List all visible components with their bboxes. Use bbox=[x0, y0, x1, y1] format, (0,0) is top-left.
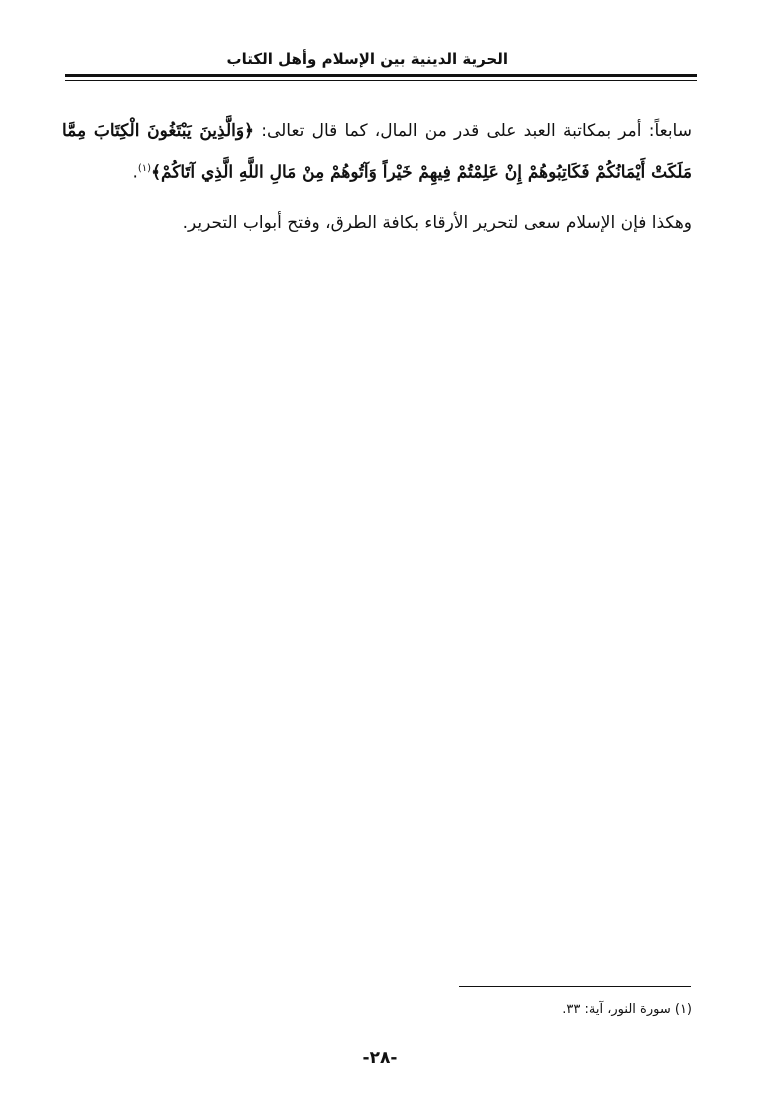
running-title: الحرية الدينية بين الإسلام وأهل الكتاب bbox=[226, 50, 508, 68]
paragraph1-end: . bbox=[132, 162, 138, 183]
header-rule-thin bbox=[65, 80, 697, 81]
paragraph-seventh-point bbox=[62, 112, 692, 192]
footnote-marker: (١) bbox=[137, 163, 152, 174]
paragraph-conclusion: وهكذا فإن الإسلام سعى لتحرير الأرقاء بكافة الطرق، وفتح أبواب التحرير. bbox=[182, 213, 692, 233]
quran-verse: ﴿وَالَّذِينَ يَبْتَغُونَ الْكِتَابَ مِمَّا مَلَكَتْ أَيْمَانُكُمْ فَكَاتِبُوهُمْ إِنْ عَلِمْتُمْ فِيهِمْ خَيْراً وَآتُوهُمْ مِنْ مَالِ اللَّهِ الَّذِي آتَاكُمْ﴾ bbox=[62, 121, 692, 183]
page-number: -٢٨- bbox=[362, 1048, 398, 1068]
footnote-separator bbox=[459, 986, 691, 987]
header-rule-thick bbox=[65, 74, 697, 77]
footnote: (١) سورة النور، آية: ٣٣. bbox=[562, 1002, 692, 1017]
paragraph1-lead: سابعاً: أمر بمكاتبة العبد على قدر من المال، كما قال تعالى: bbox=[254, 121, 692, 141]
